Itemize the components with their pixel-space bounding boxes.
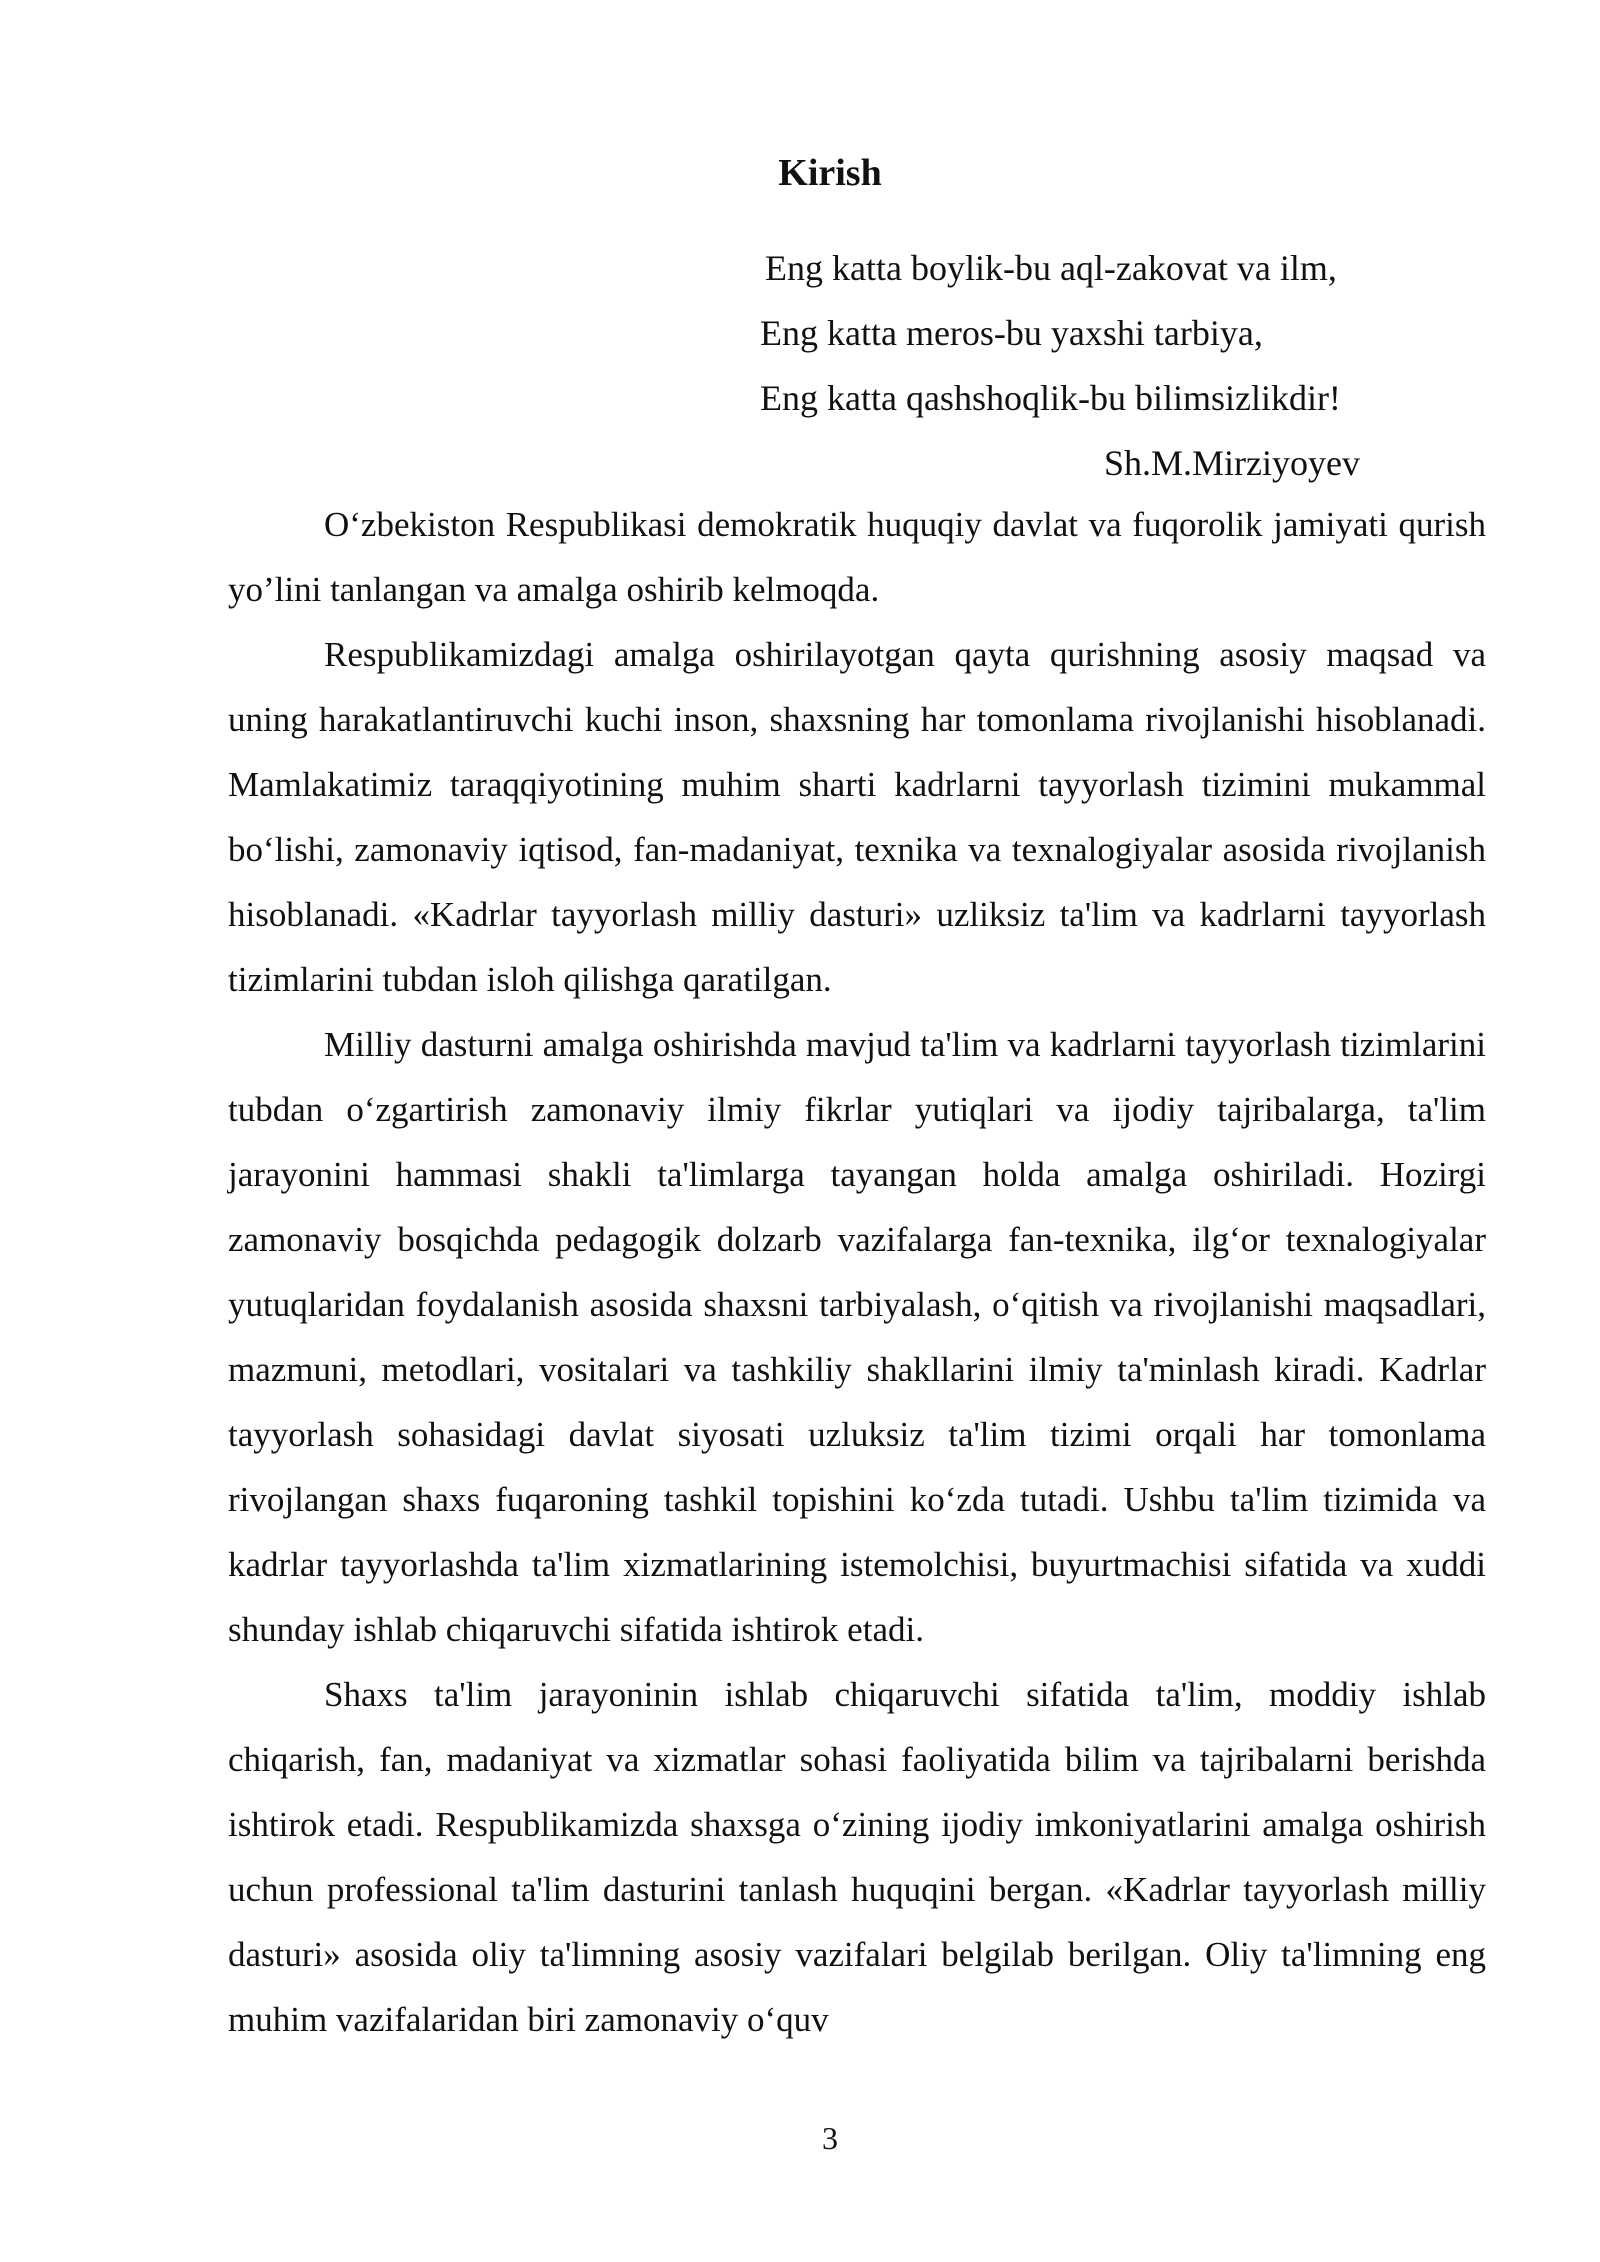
paragraph: Respublikamizdagi amalga oshirilayotgan qayta qurishning asosiy maqsad va uning harakatlantiruvchi kuchi inson, shaxsning har tomonlama rivojlanishi hisoblanadi. Mamlakatimiz taraqqiyotining muhim sharti kadrlarni tayyorlash tizimini mukammal bo‘lishi, zamonaviy iqtisod, fan-madaniyat, texnika va texnalogiyalar asosida rivojlanish hisoblanadi. «Kadrlar tayyorlash milliy dasturi» uzliksiz ta'lim va kadrlarni tayyorlash tizimlarini tubdan isloh qilishga qaratilgan. — [228, 635, 1486, 999]
epigraph-author: Sh.M.Mirziyoyev — [1104, 443, 1360, 483]
epigraph-line: Eng katta boylik-bu aql-zakovat va ilm, — [765, 248, 1337, 288]
epigraph-line: Eng katta qashshoqlik-bu bilimsizlikdir! — [760, 378, 1341, 418]
epigraph — [760, 236, 1360, 496]
section-title: Kirish — [778, 152, 882, 194]
paragraph: Milliy dasturni amalga oshirishda mavjud ta'lim va kadrlarni tayyorlash tizimlarini tubdan o‘zgartirish zamonaviy ilmiy fikrlar yutiqlari va ijodiy tajribalarga, ta'lim jarayonini hammasi shakli ta'limlarga tayangan holda amalga oshiriladi. Hozirgi zamonaviy bosqichda pedagogik dolzarb vazifalarga fan-texnika, ilg‘or texnalogiyalar yutuqlaridan foydalanish asosida shaxsni tarbiyalash, o‘qitish va rivojlanishi maqsadlari, mazmuni, metodlari, vositalari va tashkiliy shakllarini ilmiy ta'minlash kiradi. Kadrlar tayyorlash sohasidagi davlat siyosati uzluksiz ta'lim tizimi orqali har tomonlama rivojlangan shaxs fuqaroning tashkil topishini ko‘zda tutadi. Ushbu ta'lim tizimida va kadrlar tayyorlashda ta'lim xizmatlarining istemolchisi, buyurtmachisi sifatida va xuddi shunday ishlab chiqaruvchi sifatida ishtirok etadi. — [228, 1025, 1486, 1649]
paragraph: O‘zbekiston Respublikasi demokratik huquqiy davlat va fuqorolik jamiyati qurish yo’lini tanlangan va amalga oshirib kelmoqda. — [228, 505, 1486, 609]
paragraph: Shaxs ta'lim jarayoninin ishlab chiqaruvchi sifatida ta'lim, moddiy ishlab chiqarish, fan, madaniyat va xizmatlar sohasi faoliyatida bilim va tajribalarni berishda ishtirok etadi. Respublikamizda shaxsga o‘zining ijodiy imkoniyatlarini amalga oshirish uchun professional ta'lim dasturini tanlash huquqini bergan. «Kadrlar tayyorlash milliy dasturi» asosida oliy ta'limning asosiy vazifalari belgilab berilgan. Oliy ta'limning eng muhim vazifalaridan biri zamonaviy o‘quv — [228, 1675, 1486, 2039]
epigraph-line: Eng katta meros-bu yaxshi tarbiya, — [760, 313, 1263, 353]
body-text — [228, 492, 1486, 2052]
page-number: 3 — [822, 2120, 838, 2156]
